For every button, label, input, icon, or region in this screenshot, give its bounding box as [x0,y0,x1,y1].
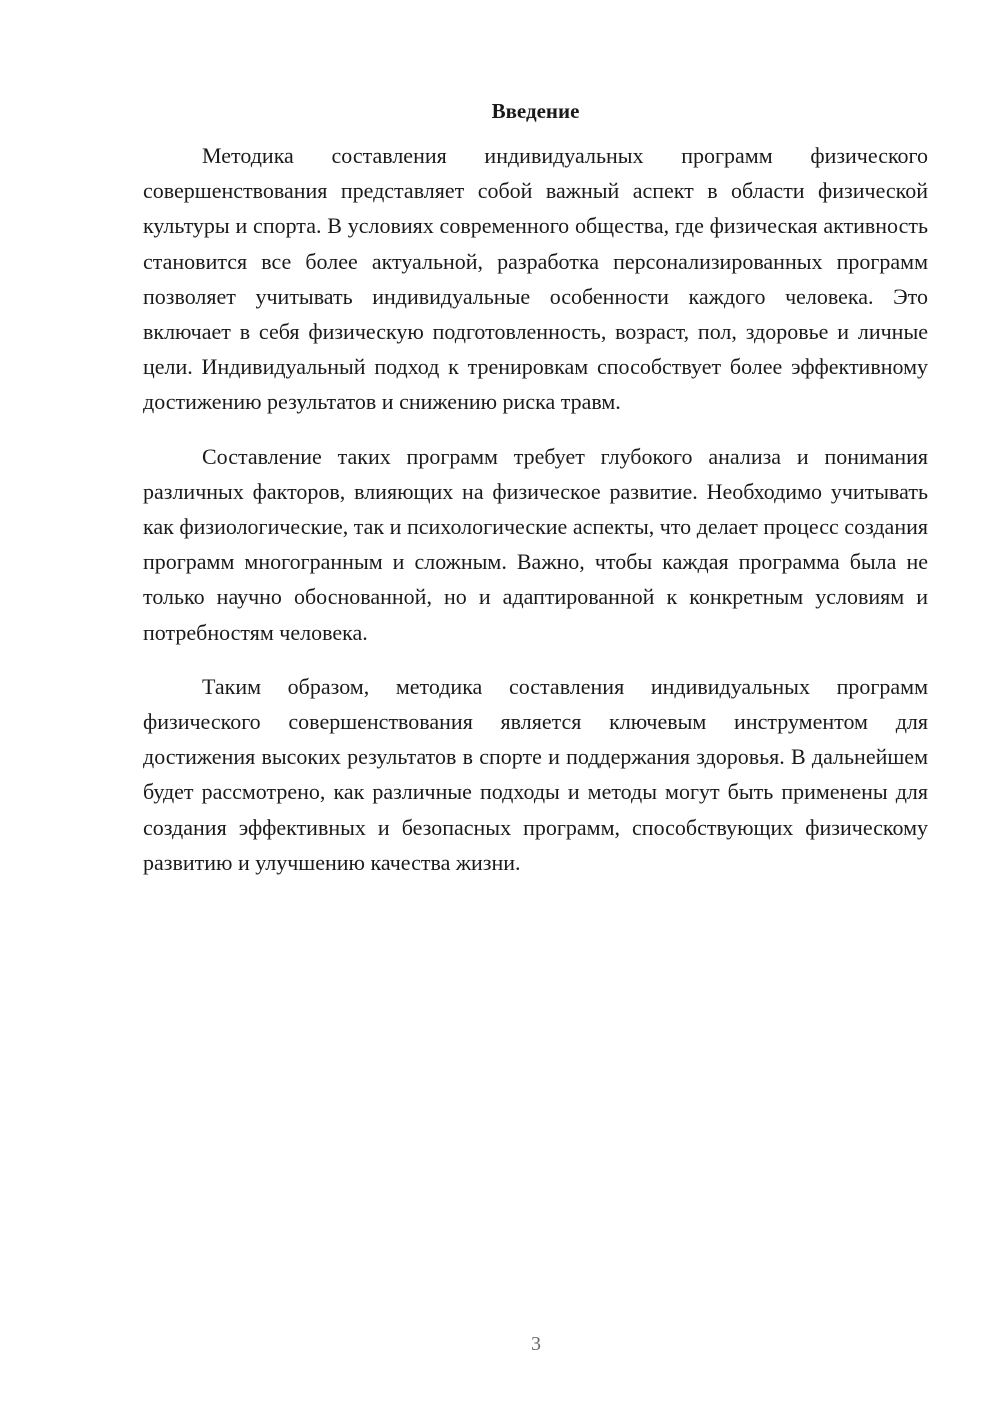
section-heading: Введение [491,99,580,123]
paragraph-3: Таким образом, методика составления индивидуальных программ физического совершенствования является ключевым инструментом для достижения высоких результатов в спорте и поддержания здоровья. В дальнейшем будет рассмотрено, как различные подходы и методы могут быть применены для создания эффективных и безопасных программ, способствующих физическому развитию и улучшению качества жизни. [143,673,928,875]
page-number: 3 [531,1333,541,1355]
page-content [143,96,928,899]
paragraph-1: Методика составления индивидуальных программ физического совершенствования представляет собой важный аспект в области физической культуры и спорта. В условиях современного общества, где физическая активность становится все более актуальной, разработка персонализированных программ позволяет учитывать индивидуальные особенности каждого человека. Это включает в себя физическую подготовленность, возраст, пол, здоровье и личные цели. Индивидуальный подход к тренировкам способствует более эффективному достижению результатов и снижению риска травм. [143,143,928,415]
paragraph-2: Составление таких программ требует глубокого анализа и понимания различных факторов, влияющих на физическое развитие. Необходимо учитывать как физиологические, так и психологические аспекты, что делает процесс создания программ многогранным и сложным. Важно, чтобы каждая программа была не только научно обоснованной, но и адаптированной к конкретным условиям и потребностям человека. [143,443,928,645]
